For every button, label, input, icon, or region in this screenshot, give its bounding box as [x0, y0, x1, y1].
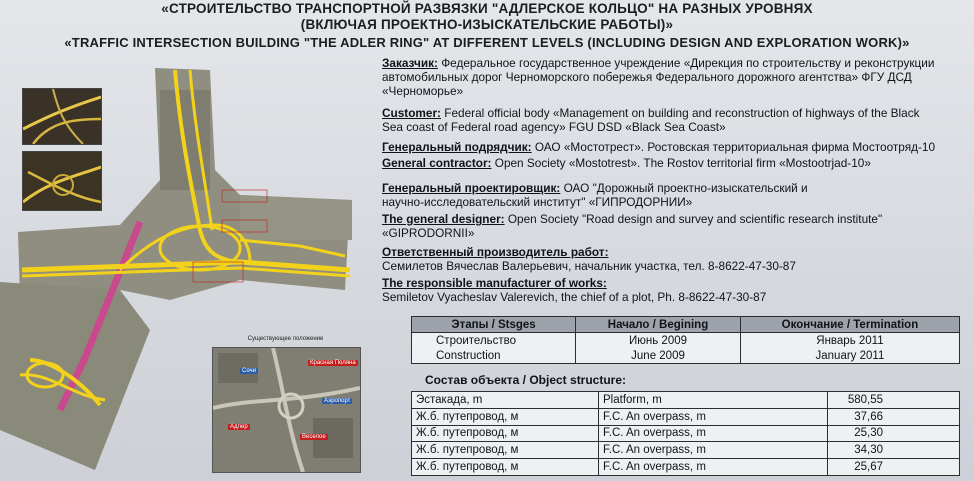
table-row: [412, 408, 960, 425]
title-en: «TRAFFIC INTERSECTION BUILDING "THE ADLER RING" AT DIFFERENT LEVELS (INCLUDING DESIGN AND EXPLORATION WORK)»: [64, 35, 910, 50]
contractor-en-label: General contractor:: [382, 156, 492, 170]
structure-item-ru: Ж.б. путепровод, м: [412, 442, 599, 459]
structure-item-value: 580,55: [828, 392, 960, 409]
contractor-en: [382, 156, 871, 170]
designer-ru-label: Генеральный проектировщик:: [382, 181, 561, 195]
table-row: [412, 392, 960, 409]
structure-heading: Состав объекта / Object structure:: [425, 373, 627, 387]
structure-item-en: F.C. An overpass, m: [599, 425, 828, 442]
structure-item-ru: Ж.б. путепровод, м: [412, 459, 599, 476]
existing-situation-map: [213, 348, 360, 472]
structure-item-value: 25,67: [828, 459, 960, 476]
stages-header-start: Начало / Begining: [576, 317, 741, 333]
contractor-ru: [382, 140, 935, 154]
stage-name-en: Construction: [412, 348, 576, 364]
table-row: [412, 442, 960, 459]
structure-item-ru: Ж.б. путепровод, м: [412, 425, 599, 442]
structure-item-ru: Ж.б. путепровод, м: [412, 408, 599, 425]
table-row: [412, 333, 960, 349]
manager-en-label: The responsible manufacturer of works:: [382, 276, 607, 290]
contractor-ru-label: Генеральный подрядчик:: [382, 140, 532, 154]
designer-ru: [382, 181, 808, 209]
manager-ru-text: Семилетов Вячеслав Валерьевич, начальник участка, тел. 8-8622-47-30-87: [382, 259, 796, 274]
inset-label-veseloe: Веселое: [302, 434, 326, 440]
manager-en: [382, 276, 766, 304]
manager-en-text: Semiletov Vyacheslav Valerevich, the chief of a plot, Ph. 8-8622-47-30-87: [382, 290, 767, 305]
structure-item-en: F.C. An overpass, m: [599, 459, 828, 476]
table-row: [412, 459, 960, 476]
stages-header-row: [412, 317, 960, 333]
customer-en-text-1: Federal official body «Management on building and reconstruction of highways of the Black: [441, 106, 920, 120]
inset-label-adler: Адлер: [230, 424, 248, 430]
customer-ru-text-1: Федеральное государственное учреждение «Дирекция по строительству и реконструкции: [437, 56, 935, 70]
designer-en-label: The general designer:: [382, 212, 505, 226]
structure-item-ru: Эстакада, m: [412, 392, 599, 409]
customer-en-text-2: Sea coast of Federal road agency» FGU DSD «Black Sea Coast»: [382, 120, 726, 135]
structure-table: [411, 391, 960, 476]
table-row: [412, 348, 960, 364]
structure-item-value: 25,30: [828, 425, 960, 442]
title-ru-line2: (ВКЛЮЧАЯ ПРОЕКТНО-ИЗЫСКАТЕЛЬСКИЕ РАБОТЫ)»: [300, 17, 674, 32]
stages-table: [411, 316, 960, 364]
contractor-en-text: Open Society «Mostotrest». The Rostov territorial firm «Mostootrjad-10»: [491, 156, 871, 170]
stage-start-ru: Июнь 2009: [576, 333, 741, 349]
customer-ru-label: Заказчик:: [382, 56, 438, 70]
inset-label-sochi: Сочи: [242, 368, 257, 374]
structure-item-en: F.C. An overpass, m: [599, 442, 828, 459]
structure-item-en: F.C. An overpass, m: [599, 408, 828, 425]
structure-item-en: Platform, m: [599, 392, 828, 409]
structure-item-value: 34,30: [828, 442, 960, 459]
stage-end-ru: Январь 2011: [740, 333, 959, 349]
customer-ru: [382, 56, 934, 99]
stage-start-en: June 2009: [576, 348, 741, 364]
customer-ru-text-3: «Черноморье»: [382, 84, 464, 99]
inset-label-airport: Аэропорт: [324, 398, 351, 404]
title-ru-line1: «СТРОИТЕЛЬСТВО ТРАНСПОРТНОЙ РАЗВЯЗКИ "АДЛЕРСКОЕ КОЛЬЦО" НА РАЗНЫХ УРОВНЯХ: [161, 1, 813, 16]
structure-item-value: 37,66: [828, 408, 960, 425]
stages-header-end: Окончание / Termination: [740, 317, 959, 333]
designer-en: [382, 212, 882, 240]
designer-en-text-1: Open Society "Road design and survey and scientific research institute": [504, 212, 883, 226]
customer-en-label: Customer:: [382, 106, 441, 120]
table-row: [412, 425, 960, 442]
manager-ru: [382, 245, 796, 273]
designer-ru-text-1: ОАО "Дорожный проектно-изыскательский и: [560, 181, 808, 195]
inset-caption: Существующее положение: [247, 336, 324, 342]
customer-ru-text-2: автомобильных дорог Черноморского побережья Федерального дорожного агентства» ФГУ ДСД: [382, 70, 912, 85]
contractor-ru-text: ОАО «Мостотрест». Ростовская территориальная фирма Мостоотряд-10: [531, 140, 936, 154]
stage-end-en: January 2011: [740, 348, 959, 364]
stage-name-ru: Строительство: [412, 333, 576, 349]
customer-en: [382, 106, 920, 134]
stages-header-stage: Этапы / Stsges: [412, 317, 576, 333]
designer-ru-text-2: научно-исследовательский институт" «ГИПРОДОРНИИ»: [382, 195, 693, 210]
designer-en-text-2: «GIPRODORNII»: [382, 226, 475, 241]
inset-label-krasnaya-polyana: Красная Поляна: [310, 360, 356, 366]
manager-ru-label: Ответственный производитель работ:: [382, 245, 609, 259]
